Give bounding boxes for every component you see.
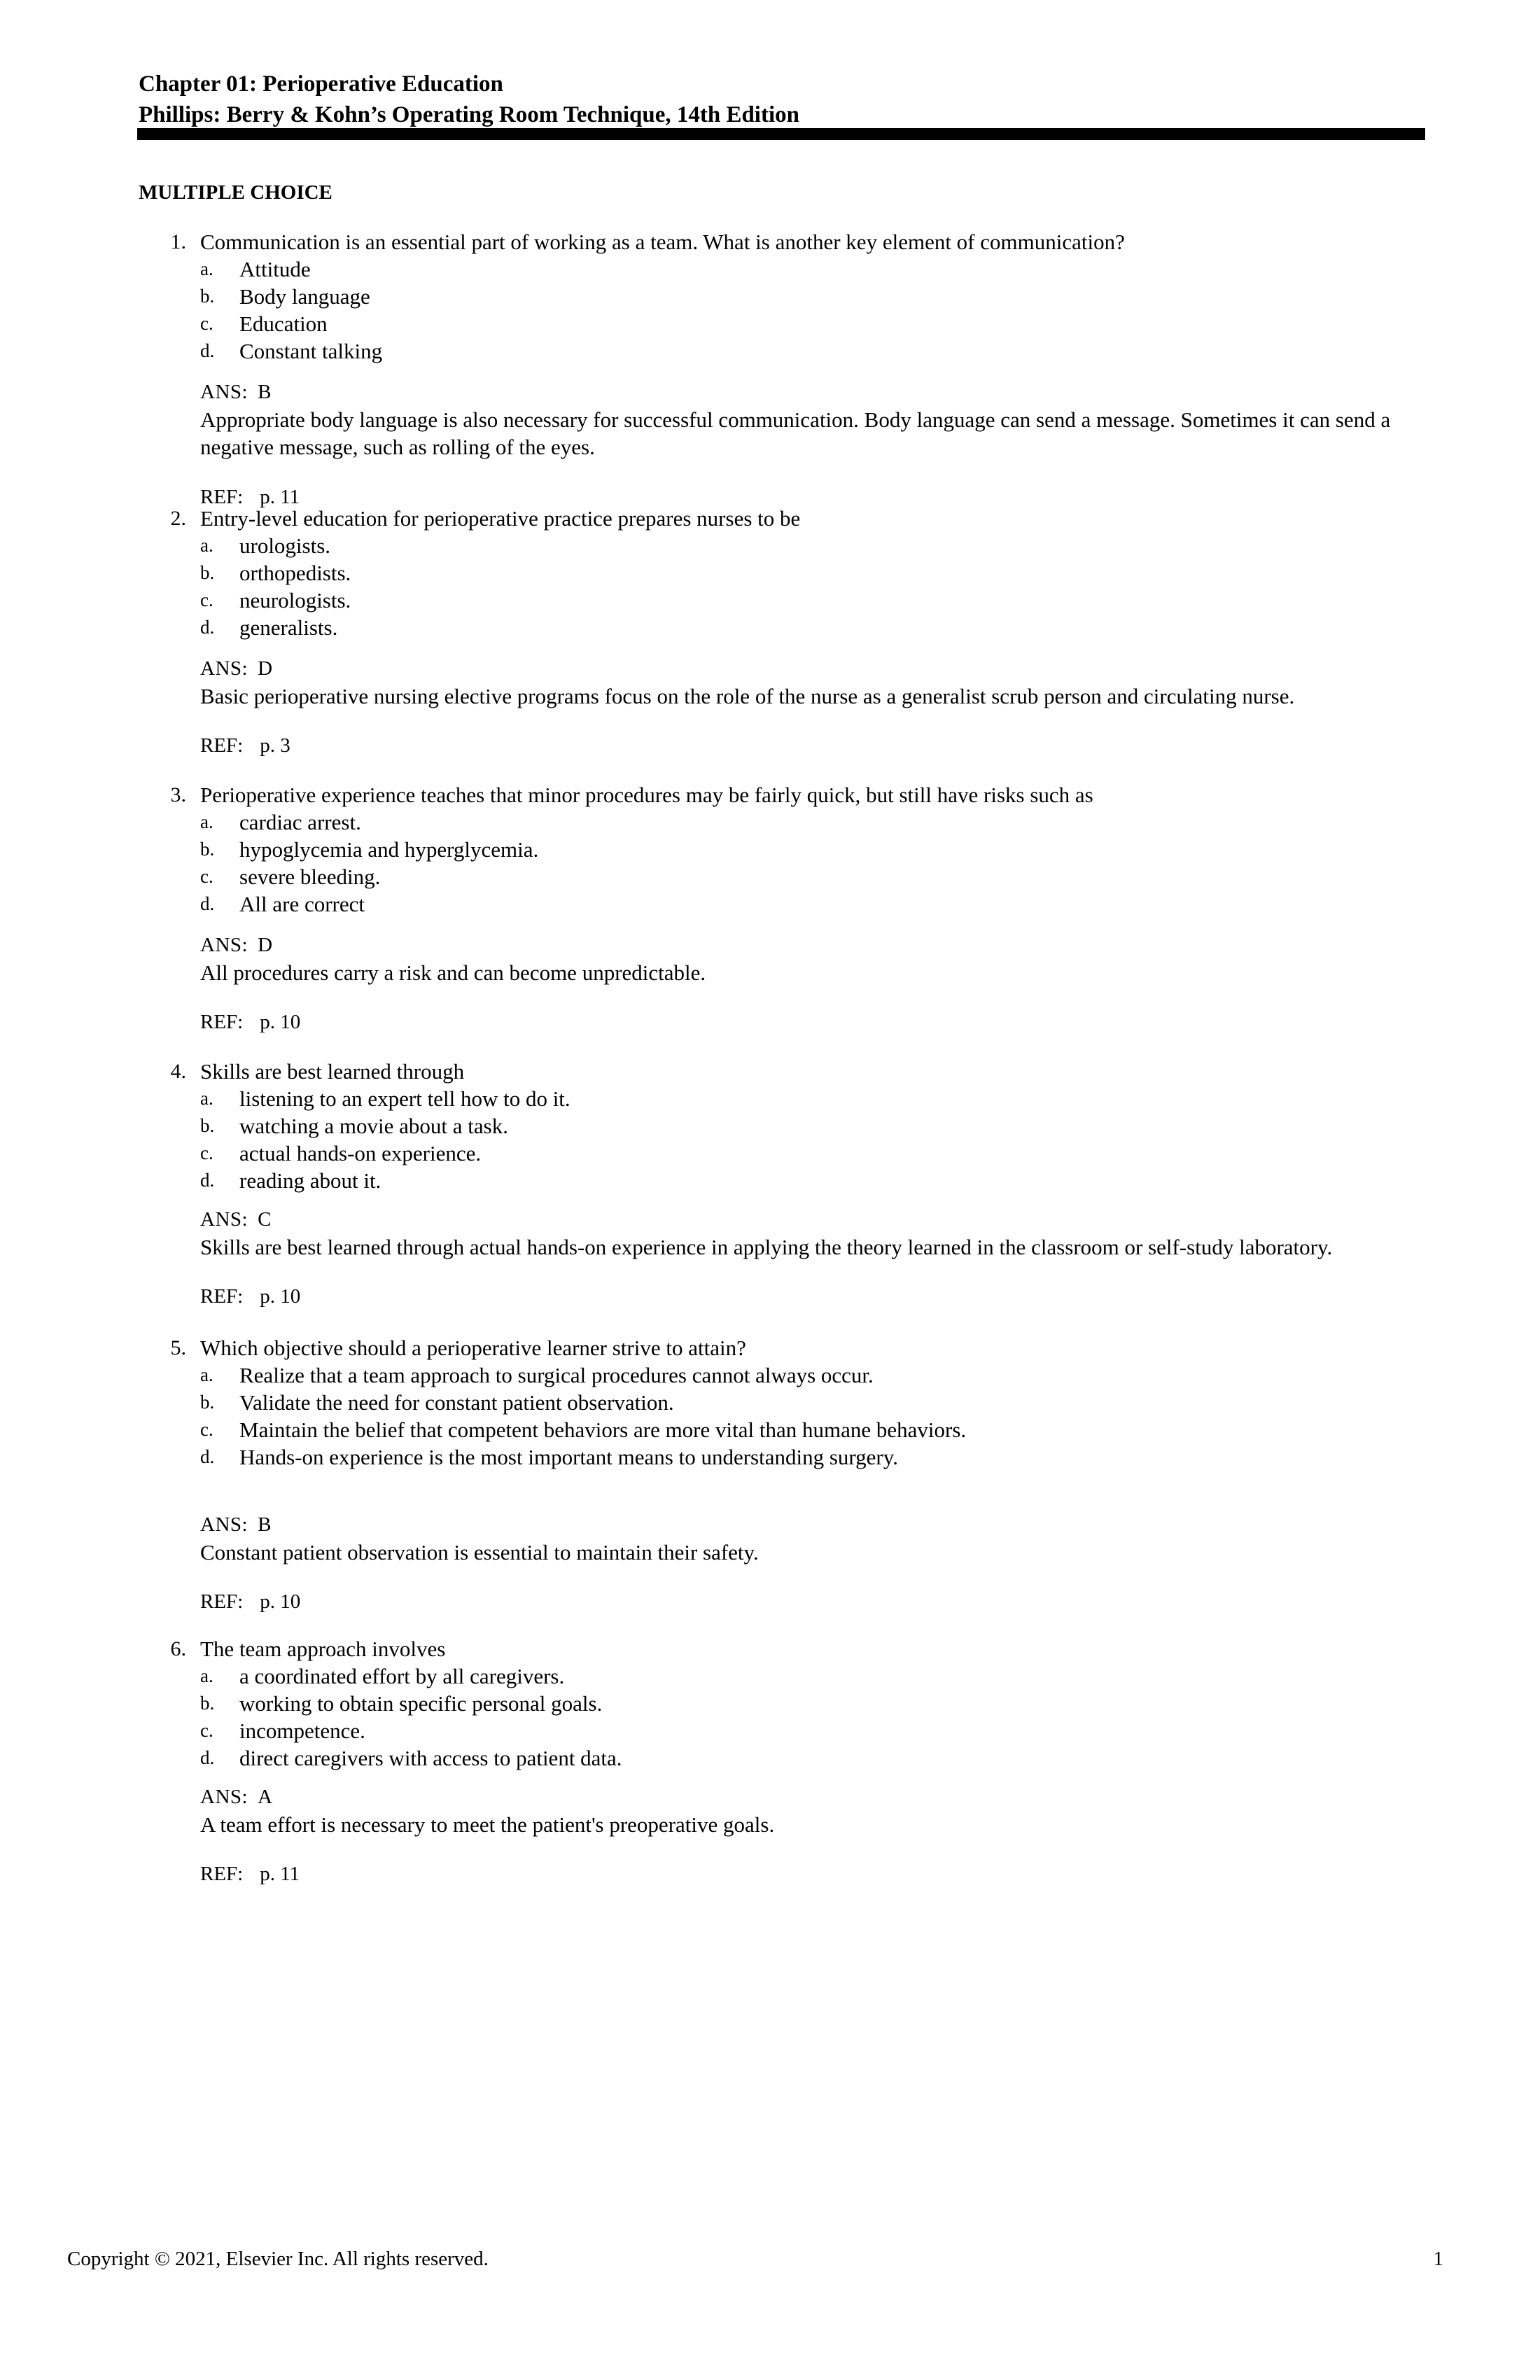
option-letter: d.: [200, 340, 215, 361]
reference-page: p. 11: [260, 1863, 300, 1885]
option-text: listening to an expert tell how to do it.: [239, 1086, 570, 1111]
answer-key: B: [258, 1513, 272, 1536]
rationale: All procedures carry a risk and can become unpredictable.: [200, 960, 706, 985]
rationale: Basic perioperative nursing elective programs focus on the role of the nurse as a generalist scrub person and circulating nurse.: [200, 684, 1295, 708]
option-letter: c.: [200, 866, 214, 887]
option-a: [200, 1085, 1432, 1112]
option-b: [200, 836, 1432, 863]
option-text: Realize that a team approach to surgical procedures cannot always occur.: [239, 1363, 874, 1387]
option-text: watching a movie about a task.: [239, 1114, 508, 1138]
answer-key: A: [258, 1786, 273, 1808]
option-c: [200, 587, 1432, 614]
option-b: [200, 1690, 1432, 1717]
option-letter: d.: [200, 1170, 215, 1191]
reference-label: REF:: [200, 486, 244, 508]
question-number: 1.: [170, 230, 186, 253]
option-b: [200, 559, 1432, 587]
reference: [200, 1009, 300, 1036]
reference: [200, 1861, 300, 1888]
option-letter: c.: [200, 1419, 214, 1440]
question-6: [0, 1635, 1540, 1912]
question-number: 2.: [170, 507, 186, 530]
question-stem: Which objective should a perioperative learner strive to attain?: [200, 1336, 746, 1360]
option-text: All are correct: [239, 892, 365, 916]
option-letter: d.: [200, 893, 215, 914]
answer-key: B: [258, 381, 272, 403]
reference-label: REF:: [200, 1590, 244, 1613]
option-d: [200, 1167, 1432, 1194]
option-c: [200, 1416, 1432, 1443]
option-text: severe bleeding.: [239, 864, 381, 889]
option-letter: c.: [200, 313, 214, 334]
option-letter: d.: [200, 617, 215, 638]
option-a: [200, 532, 1432, 559]
option-d: [200, 337, 1432, 365]
answer-block: [200, 655, 1432, 710]
option-text: actual hands-on experience.: [239, 1141, 482, 1166]
option-c: [200, 1140, 1432, 1167]
option-letter: a.: [200, 1088, 214, 1109]
reference-page: p. 10: [260, 1011, 301, 1033]
option-letter: d.: [200, 1446, 215, 1467]
question-stem: Perioperative experience teaches that minor procedures may be fairly quick, but still have risks such as: [200, 783, 1093, 807]
answer-line: [200, 1784, 1432, 1811]
question-stem: Entry-level education for perioperative practice prepares nurses to be: [200, 506, 801, 531]
answer-line: [200, 379, 1432, 406]
page-number: 1: [1433, 2248, 1443, 2270]
option-text: Validate the need for constant patient observation.: [239, 1390, 674, 1415]
book-title: Phillips: Berry & Kohn’s Operating Room Technique, 14th Edition: [139, 102, 799, 127]
rationale: Appropriate body language is also necessary for successful communication. Body language can send a message. Sometimes it can send a negative message, such as rolling of the eyes.: [200, 407, 1391, 459]
answer-options: [200, 1362, 1432, 1471]
chapter-title: Chapter 01: Perioperative Education: [139, 71, 503, 97]
option-text: Attitude: [239, 257, 311, 281]
option-text: hypoglycemia and hyperglycemia.: [239, 837, 539, 862]
option-letter: b.: [200, 1693, 215, 1714]
option-letter: b.: [200, 1115, 215, 1136]
answer-key: D: [258, 657, 273, 680]
option-text: Education: [239, 312, 328, 336]
option-d: [200, 1443, 1432, 1471]
answer-line: [200, 1206, 1432, 1233]
option-letter: b.: [200, 562, 215, 583]
answer-block: [200, 379, 1432, 461]
answer-block: [200, 1206, 1432, 1261]
answer-options: [200, 255, 1432, 365]
option-a: [200, 1662, 1432, 1690]
option-text: Hands-on experience is the most important means to understanding surgery.: [239, 1445, 898, 1469]
option-letter: a.: [200, 258, 214, 279]
question-stem: Skills are best learned through: [200, 1059, 465, 1084]
answer-block: [200, 1784, 1432, 1838]
option-text: urologists.: [239, 533, 331, 558]
question-stem: Communication is an essential part of working as a team. What is another key element of communication?: [200, 230, 1125, 254]
rationale: Constant patient observation is essential to maintain their safety.: [200, 1540, 759, 1564]
reference-label: REF:: [200, 1285, 244, 1308]
reference-label: REF:: [200, 1011, 244, 1033]
reference: [200, 732, 290, 760]
option-d: [200, 614, 1432, 641]
question-number: 4.: [170, 1060, 186, 1083]
reference-page: p. 10: [260, 1285, 301, 1308]
answer-line: [200, 1511, 1432, 1539]
reference: [200, 1283, 300, 1310]
option-letter: b.: [200, 286, 215, 307]
question-2: [0, 505, 1540, 781]
option-text: Body language: [239, 284, 370, 309]
question-1: [0, 228, 1540, 508]
question-number: 3.: [170, 783, 186, 806]
reference-page: p. 11: [260, 486, 300, 508]
question-stem: The team approach involves: [200, 1637, 446, 1661]
option-text: a coordinated effort by all caregivers.: [239, 1664, 565, 1688]
option-letter: c.: [200, 1142, 214, 1163]
answer-block: [200, 932, 1432, 986]
option-d: [200, 1744, 1432, 1772]
answer-options: [200, 808, 1432, 918]
option-letter: a.: [200, 811, 214, 832]
option-text: Constant talking: [239, 339, 383, 363]
rationale: Skills are best learned through actual hands-on experience in applying the theory learned in the classroom or self-study laboratory.: [200, 1235, 1333, 1259]
question-number: 6.: [170, 1637, 186, 1660]
option-c: [200, 863, 1432, 890]
answer-key: C: [258, 1208, 272, 1231]
answer-label: ANS:: [200, 1513, 248, 1536]
question-5: [0, 1334, 1540, 1635]
answer-label: ANS:: [200, 934, 248, 956]
answer-block: [200, 1511, 1432, 1566]
answer-label: ANS:: [200, 657, 248, 680]
option-c: [200, 310, 1432, 337]
option-b: [200, 1112, 1432, 1140]
option-c: [200, 1717, 1432, 1744]
option-a: [200, 1362, 1432, 1389]
copyright-notice: Copyright © 2021, Elsevier Inc. All rights reserved.: [67, 2248, 489, 2270]
option-text: reading about it.: [239, 1168, 382, 1193]
option-b: [200, 283, 1432, 310]
reference: [200, 1588, 300, 1616]
reference-page: p. 3: [260, 734, 290, 757]
answer-label: ANS:: [200, 1208, 248, 1231]
answer-line: [200, 655, 1432, 682]
reference-label: REF:: [200, 734, 244, 757]
answer-options: [200, 532, 1432, 641]
answer-options: [200, 1085, 1432, 1194]
option-a: [200, 808, 1432, 836]
header-rule: [137, 128, 1425, 140]
reference-label: REF:: [200, 1863, 244, 1885]
section-title: MULTIPLE CHOICE: [139, 181, 332, 204]
answer-key: D: [258, 934, 273, 956]
document-header: [139, 69, 1425, 130]
option-letter: a.: [200, 535, 214, 556]
rationale: A team effort is necessary to meet the patient's preoperative goals.: [200, 1812, 775, 1837]
question-list: [0, 228, 1540, 1912]
answer-label: ANS:: [200, 381, 248, 403]
option-letter: c.: [200, 589, 214, 610]
option-text: direct caregivers with access to patient data.: [239, 1746, 622, 1770]
reference-page: p. 10: [260, 1590, 301, 1613]
option-letter: a.: [200, 1665, 214, 1686]
option-b: [200, 1389, 1432, 1416]
option-text: incompetence.: [239, 1718, 365, 1743]
option-text: orthopedists.: [239, 561, 351, 585]
question-4: [0, 1058, 1540, 1334]
option-letter: b.: [200, 1392, 215, 1413]
option-letter: d.: [200, 1747, 215, 1768]
option-d: [200, 890, 1432, 918]
option-text: Maintain the belief that competent behaviors are more vital than humane behaviors.: [239, 1418, 967, 1442]
question-3: [0, 781, 1540, 1058]
option-text: generalists.: [239, 615, 338, 640]
answer-line: [200, 932, 1432, 959]
question-number: 5.: [170, 1336, 186, 1359]
option-text: cardiac arrest.: [239, 810, 361, 834]
option-text: neurologists.: [239, 588, 351, 612]
option-a: [200, 255, 1432, 283]
answer-options: [200, 1662, 1432, 1772]
option-letter: b.: [200, 839, 215, 860]
answer-label: ANS:: [200, 1786, 248, 1808]
option-letter: a.: [200, 1364, 214, 1385]
option-text: working to obtain specific personal goals.: [239, 1691, 603, 1716]
option-letter: c.: [200, 1720, 214, 1741]
